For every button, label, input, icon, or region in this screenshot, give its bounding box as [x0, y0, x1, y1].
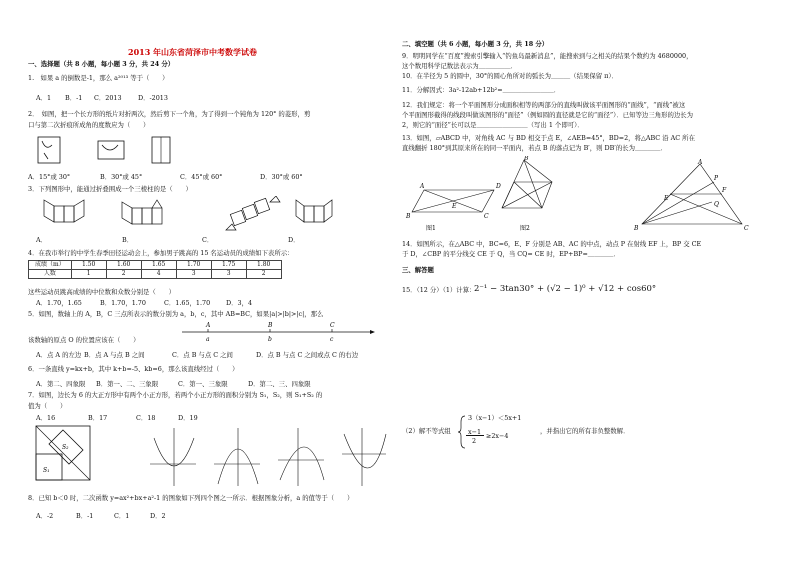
page-title: 2013 年山东省菏泽市中考数学试卷: [128, 47, 258, 57]
q15-part2-instruction: ，并指出它的所有非负整数解．: [540, 427, 630, 435]
q14-text-line2: 于 D，∠CBP 的平分线交 CE 于 Q，当 CQ= CE 时，EP+BP=＿＿＿＿．: [402, 250, 620, 258]
inequality-1: 3（x−1）＜5x+1: [468, 414, 522, 422]
q9-text-line2: 这个数用科学记数法表示为＿＿＿＿＿．: [402, 62, 518, 70]
q3-option-d: D．: [288, 236, 300, 244]
q8-option-b: B．-1: [76, 512, 94, 520]
q14-label-q: Q: [714, 201, 719, 208]
q4-option-a: A．1.70，1.65: [36, 299, 82, 307]
inequality-2-numerator: x−1: [468, 428, 482, 436]
table-row: [29, 261, 282, 270]
q14-label-f: F: [722, 187, 727, 194]
q6-option-d: D．第二、三、四象限: [248, 380, 311, 388]
table-cell: 4: [141, 270, 176, 279]
table-cell: 3: [176, 270, 211, 279]
table-row: [29, 270, 282, 279]
q5-number-line: [178, 320, 378, 344]
q7-option-c: C．18: [136, 414, 156, 422]
table-cell: 成绩（m）: [29, 261, 72, 270]
q14-text-line1: 14．如图所示，在△ABC 中，BC=6，E、F 分别是 AB、AC 的中点，动点 P 在射线 EF 上，BP 交 CE: [402, 240, 702, 248]
fraction-bar: [466, 435, 484, 436]
q1-option-b: B．-1: [65, 94, 83, 102]
q6-text: 6．一条直线 y=kx+b，其中 k+b=-5、kb=6，那么该直线经过（ ）: [28, 365, 239, 373]
q7-option-d: D．19: [178, 414, 198, 422]
q5-option-a: A．点 A 的左边: [36, 351, 82, 359]
q5-option-c: C．点 B 与点 C 之间: [172, 351, 233, 359]
table-cell: 1.65: [141, 261, 176, 270]
q15-expression: 2⁻¹ − 3tan30° + (√2 − 1)⁰ + √12 + cos60°: [474, 284, 657, 294]
q4-option-c: C．1.65，1.70: [164, 299, 211, 307]
fig2-label-bprime: B′: [524, 156, 530, 162]
table-cell: 1.70: [176, 261, 211, 270]
q1-text: 1. 如果 a 的倒数是-1，那么 a²⁰¹³ 等于（ ）: [28, 74, 169, 82]
fig1-label-e: E: [452, 203, 457, 210]
fig1-label-d: D: [496, 183, 501, 190]
q7-text-line1: 7．如图，边长为 6 的大正方形中有两个小正方形，若两个小正方形的面积分别为 S₁，S₂，则 S₁+S₂ 的: [28, 391, 323, 399]
q4-score-table: [28, 260, 282, 279]
q2-option-c: C．45°或 60°: [180, 173, 223, 181]
point-label-c: C: [330, 322, 335, 329]
q3-nets-figure: [32, 196, 352, 236]
q14-label-c: C: [744, 225, 749, 232]
q15-part2-label: （2）解不等式组: [402, 427, 451, 435]
inequality-2-denominator: 2: [472, 437, 477, 445]
q4-question: 这些运动员跳高成绩的中位数和众数分别是（ ）: [28, 288, 175, 296]
q2-option-d: D．30°或 60°: [260, 173, 303, 181]
s1-label: S₁: [43, 467, 50, 474]
value-label-c: c: [330, 336, 334, 343]
q8-parabola-graphs: [148, 424, 388, 488]
q7-squares-figure: [34, 424, 94, 486]
fig1-label-a: A: [420, 183, 425, 190]
q14-label-e: E: [664, 195, 669, 202]
q2-text-line2: 口与第二次折痕所成角的度数应为（ ）: [28, 121, 150, 129]
value-label-b: b: [268, 336, 272, 343]
section-fill-heading: 二、填空题（共 6 小题，每小题 3 分，共 18 分）: [402, 40, 549, 48]
q1-option-a: A．1: [36, 94, 52, 102]
q1-option-c: C．2013: [94, 94, 122, 102]
q4-option-d: D．3，4: [226, 299, 253, 307]
s2-label: S₂: [62, 444, 69, 451]
point-label-a: A: [206, 322, 211, 329]
q5-option-d: D．点 B 与点 C 之间或点 C 的右边: [256, 351, 359, 359]
q3-text: 3．下列图形中，能通过折叠围成一个三棱柱的是（ ）: [28, 185, 192, 193]
table-cell: 2: [106, 270, 141, 279]
q2-folding-figure: [30, 133, 190, 169]
figure2-caption: 图2: [520, 225, 530, 232]
table-cell: 3: [211, 270, 246, 279]
q8-option-d: D．2: [150, 512, 166, 520]
q1-option-d: D．-2013: [138, 94, 168, 102]
q15-part1-label: 15．（12 分）（1）计算：: [402, 286, 476, 294]
q5-text-line2: 该数轴的原点 O 的位置应该在（ ）: [28, 336, 140, 344]
table-cell: 2: [246, 270, 281, 279]
q8-option-c: C．1: [114, 512, 130, 520]
inequality-2-rhs: ≥2x−4: [486, 432, 509, 440]
q8-option-a: A．-2: [36, 512, 54, 520]
q6-option-a: A．第二、四象限: [36, 380, 86, 388]
section-choice-heading: 一、选择题（共 8 小题，每小题 3 分，共 24 分）: [28, 60, 175, 68]
q3-option-b: B．: [122, 236, 134, 244]
q14-label-p: P: [714, 175, 719, 182]
q12-text-line2: 个平面图形截得的线段叫做该图形的“面径”（例如圆的直径就是它的“面径”）．已知等边三角形的边长为: [402, 111, 694, 119]
q11-text: 11．分解因式：3a²-12ab+12b²=＿＿＿＿＿＿＿＿．: [402, 86, 561, 94]
q13-text-line1: 13．如图，▱ABCD 中，对角线 AC 与 BD 相交于点 E，∠AEB=45°，BD=2，将△ABC 沿 AC 所在: [402, 134, 695, 142]
table-cell: 1: [71, 270, 106, 279]
q14-label-a: A: [698, 159, 703, 166]
q12-text-line3: 2，则它的“面径”长可以是＿＿＿＿＿＿＿＿（写出 1 个即可）．: [402, 121, 584, 129]
q7-option-a: A．16: [36, 414, 56, 422]
q3-option-c: C．: [202, 236, 214, 244]
brace-icon: [458, 414, 466, 450]
q14-label-b: B: [634, 225, 639, 232]
section-solve-heading: 三、解答题: [402, 266, 434, 274]
q5-text-line1: 5．如图，数轴上的 A，B，C 三点所表示的数分别为 a，b，c，其中 AB=BC，如果|a|>|b|>|c|，那么: [28, 310, 324, 318]
q13-q14-figures: [402, 156, 774, 236]
q12-text-line1: 12．我们规定：将一个平面图形分成面积相等的两部分的直线叫做该平面图形的“面线”，“面线”被这: [402, 101, 686, 109]
table-cell: 1.80: [246, 261, 281, 270]
point-label-b: B: [268, 322, 273, 329]
q2-text-line1: 2． 如图，把一个长方形的纸片对折两次，然后剪下一个角，为了得到一个钝角为 120° 的菱形，剪: [28, 110, 311, 118]
q10-text: 10．在半径为 5 的圆中，30°的圆心角所对的弧长为＿＿＿（结果保留 π）．: [402, 72, 618, 80]
q8-text: 8．已知 b＜0 时，二次函数 y=ax²+bx+a²-1 的图象如下列四个图之一所示．根据图象分析，a 的值等于（ ）: [28, 494, 354, 502]
q6-option-c: C．第一、三象限: [178, 380, 228, 388]
q7-option-b: B．17: [88, 414, 108, 422]
table-cell: 1.60: [106, 261, 141, 270]
fig1-label-c: C: [484, 213, 489, 220]
table-cell: 1.75: [211, 261, 246, 270]
q2-option-a: A．15°或 30°: [28, 173, 71, 181]
value-label-a: a: [206, 336, 210, 343]
q4-option-b: B．1.70，1.70: [100, 299, 146, 307]
q2-option-b: B．30°或 45°: [100, 173, 143, 181]
fig1-label-b: B: [406, 213, 411, 220]
table-cell: 人数: [29, 270, 72, 279]
q4-text: 4．在我市举行的中学生春季田径运动会上，参加男子跳高的 15 名运动员的成绩如下表所示：: [28, 249, 294, 257]
q5-option-b: B．点 A 与点 B 之间: [84, 351, 145, 359]
q9-text-line1: 9．明明同学在“百度”搜索引擎输入“钓鱼岛最新消息”，能搜索到与之相关的结果个数约为 4680000，: [402, 52, 693, 60]
q6-option-b: B．第一、二、三象限: [96, 380, 159, 388]
q7-text-line2: 值为（ ）: [28, 402, 67, 410]
q13-text-line2: 直线翻折 180°到其原来所在的同一平面内，若点 B 的落点记为 B′，则 DB′的长为＿＿＿＿．: [402, 144, 667, 152]
q3-option-a: A．: [36, 236, 48, 244]
figure1-caption: 图1: [426, 225, 436, 232]
table-cell: 1.50: [71, 261, 106, 270]
